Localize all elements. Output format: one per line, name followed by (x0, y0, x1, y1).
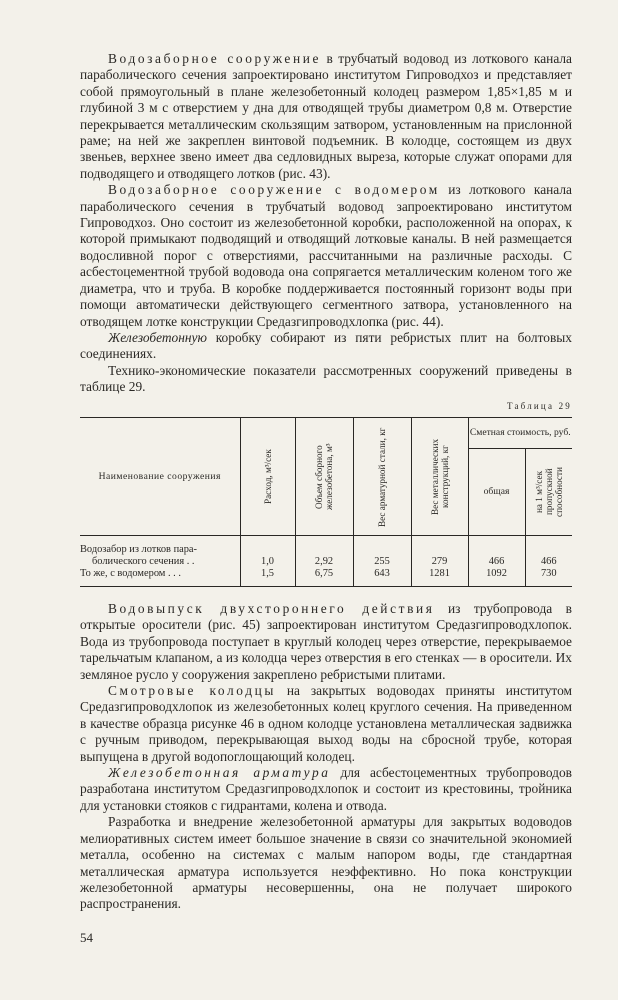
cell-steel: 643 (353, 568, 411, 587)
spaced-term: Водозаборное сооружение с водомером (108, 182, 440, 198)
paragraph-text: из трубопровода в открытые оросители (рис. 45) запроектирован институтом Средазгипроводхлопок. Вода из трубопровода поступает в круглый колодец через отверстие, перекрываемое тарельчатым клапаном, а из колодца через отверстия в его стенках — в оросители. Их земляное русло у сооружения закреплено ребристыми плитами. (80, 601, 572, 682)
spaced-term: Водозаборное сооружение (108, 51, 322, 66)
cell-cost-total: 1092 (468, 568, 525, 587)
text-block-top (80, 51, 572, 396)
table-row (80, 568, 572, 587)
paragraph (80, 814, 572, 912)
paragraph-text: Технико-экономические показатели рассмотренных сооружений приведены в таблице 29. (80, 362, 572, 395)
header-steel-text: Вес арматурной стали, кг (377, 426, 387, 527)
paragraph (80, 765, 572, 814)
cell-cost-total: 466 (468, 536, 525, 569)
cell-volume: 2,92 (295, 536, 353, 569)
italic-term: Железобетонную (108, 329, 207, 345)
paragraph (80, 363, 572, 396)
paragraph-text: на закрытых водоводах приняты институтом Средазгипроводхлопок из железобетонных колец круглого сечения. На приведенном в качестве образца рисунке 46 в одном колодце установлена металлическая задвижка с ручным приводом, перекрывающая выход воды на сбросной трубе, которая выпущена в другой водопоглощающий колодец. (80, 683, 573, 764)
paragraph-text: из лоткового канала параболического сечения в трубчатый водовод запроектировано институтом Гипроводхоз. Оно состоит из железобетонной коробки, расположенной на опорах, к которой примыкают подводящий и отводящий лотковые каналы. В ней размещается водосливной порог с отверстиями, рассчитанными на различные расходы. С асбестоцементной трубой водовода она сопрягается металлическим коленом того же диаметра, что и труба. В коробке поддерживается постоянный горизонт воды при помощи автоматически действующего сегментного затвора, установленного на отводящем лотке конструкции Средазгипроводхлопка (рис. 44). (80, 182, 572, 329)
spaced-term: Водовыпуск двухстороннего действия (108, 601, 435, 616)
header-volume (295, 418, 353, 536)
page-number: 54 (80, 930, 93, 945)
header-steel (353, 418, 411, 536)
paragraph (80, 601, 572, 683)
header-cost-total: общая (468, 449, 525, 536)
header-cost: Сметная стоимость, руб. (468, 418, 572, 449)
header-metal (411, 418, 468, 536)
header-name: Наименование сооружения (80, 418, 240, 536)
cell-flow: 1,5 (240, 568, 295, 587)
header-cost-per (525, 449, 572, 536)
row-name-line: болического сечения . . (92, 556, 195, 567)
paragraph-text: для асбестоцементных трубопроводов разработана институтом Средазгипроводхлопок и состоит из крестовины, тройника для установки стояков с гидрантами, колена и отвода. (80, 765, 572, 813)
header-flow (240, 418, 295, 536)
data-table (80, 417, 572, 587)
cell-metal: 1281 (411, 568, 468, 587)
spaced-term: Смотровые колодцы (108, 683, 276, 699)
paragraph-text: Разработка и внедрение железобетонной арматуры для закрытых водоводов мелиоративных систем имеет большое значение в связи со значительной экономией металла, особенно на системах с малым напором воды, где стандартная металлическая арматура используется неэффективно. Но пока конструкции железобетонной арматуры несовершенны, она не получает широкого распространения. (80, 814, 572, 912)
row-name (80, 536, 240, 569)
cell-cost-per: 730 (525, 568, 572, 587)
paragraph-text: в трубчатый водовод из лоткового канала параболического сечения запроектировано институтом Гипроводхоз и представляет собой прямоугольный в плане железобетонный колодец размером 1,85×1,85 м и глубиной 3 м с отверстием у дна для отводящей трубы диаметром 0,8 м. Отверстие перекрывается металлическим скользящим затвором, установленным на прислонной раме; на ней же закреплен винтовой подъемник. В колодце, состоящем из двух звеньев, верхнее звено имеет два седловидных выреза, которые служат опорами для подводящего и отводящего лотков (рис. 43). (80, 51, 573, 181)
paragraph (80, 51, 572, 182)
cell-flow: 1,0 (240, 536, 295, 569)
paragraph (80, 182, 572, 330)
spaced-term: Железобетонная арматура (108, 765, 331, 781)
table-caption: Таблица 29 (507, 401, 572, 411)
header-volume-text: Объем сборного железобетона, м³ (314, 443, 334, 510)
header-cost-per-text: на 1 м³/сек пропускной способности (533, 467, 564, 517)
row-name-line: Водозабор из лотков пара- (80, 544, 198, 555)
cell-cost-per: 466 (525, 536, 572, 569)
text-block-bottom (80, 601, 572, 913)
cell-volume: 6,75 (295, 568, 353, 587)
paragraph (80, 683, 572, 765)
cell-metal: 279 (411, 536, 468, 569)
paragraph (80, 330, 572, 363)
table-row (80, 536, 572, 569)
header-flow-text: Расход, м³/сек (262, 449, 273, 504)
cell-steel: 255 (353, 536, 411, 569)
paragraph-text: коробку собирают из пяти ребристых плит на болтовых соединениях. (80, 329, 572, 362)
header-metal-text: Вес металлических конструкций, кг (429, 438, 450, 515)
row-name: То же, с водомером . . . (80, 568, 240, 587)
